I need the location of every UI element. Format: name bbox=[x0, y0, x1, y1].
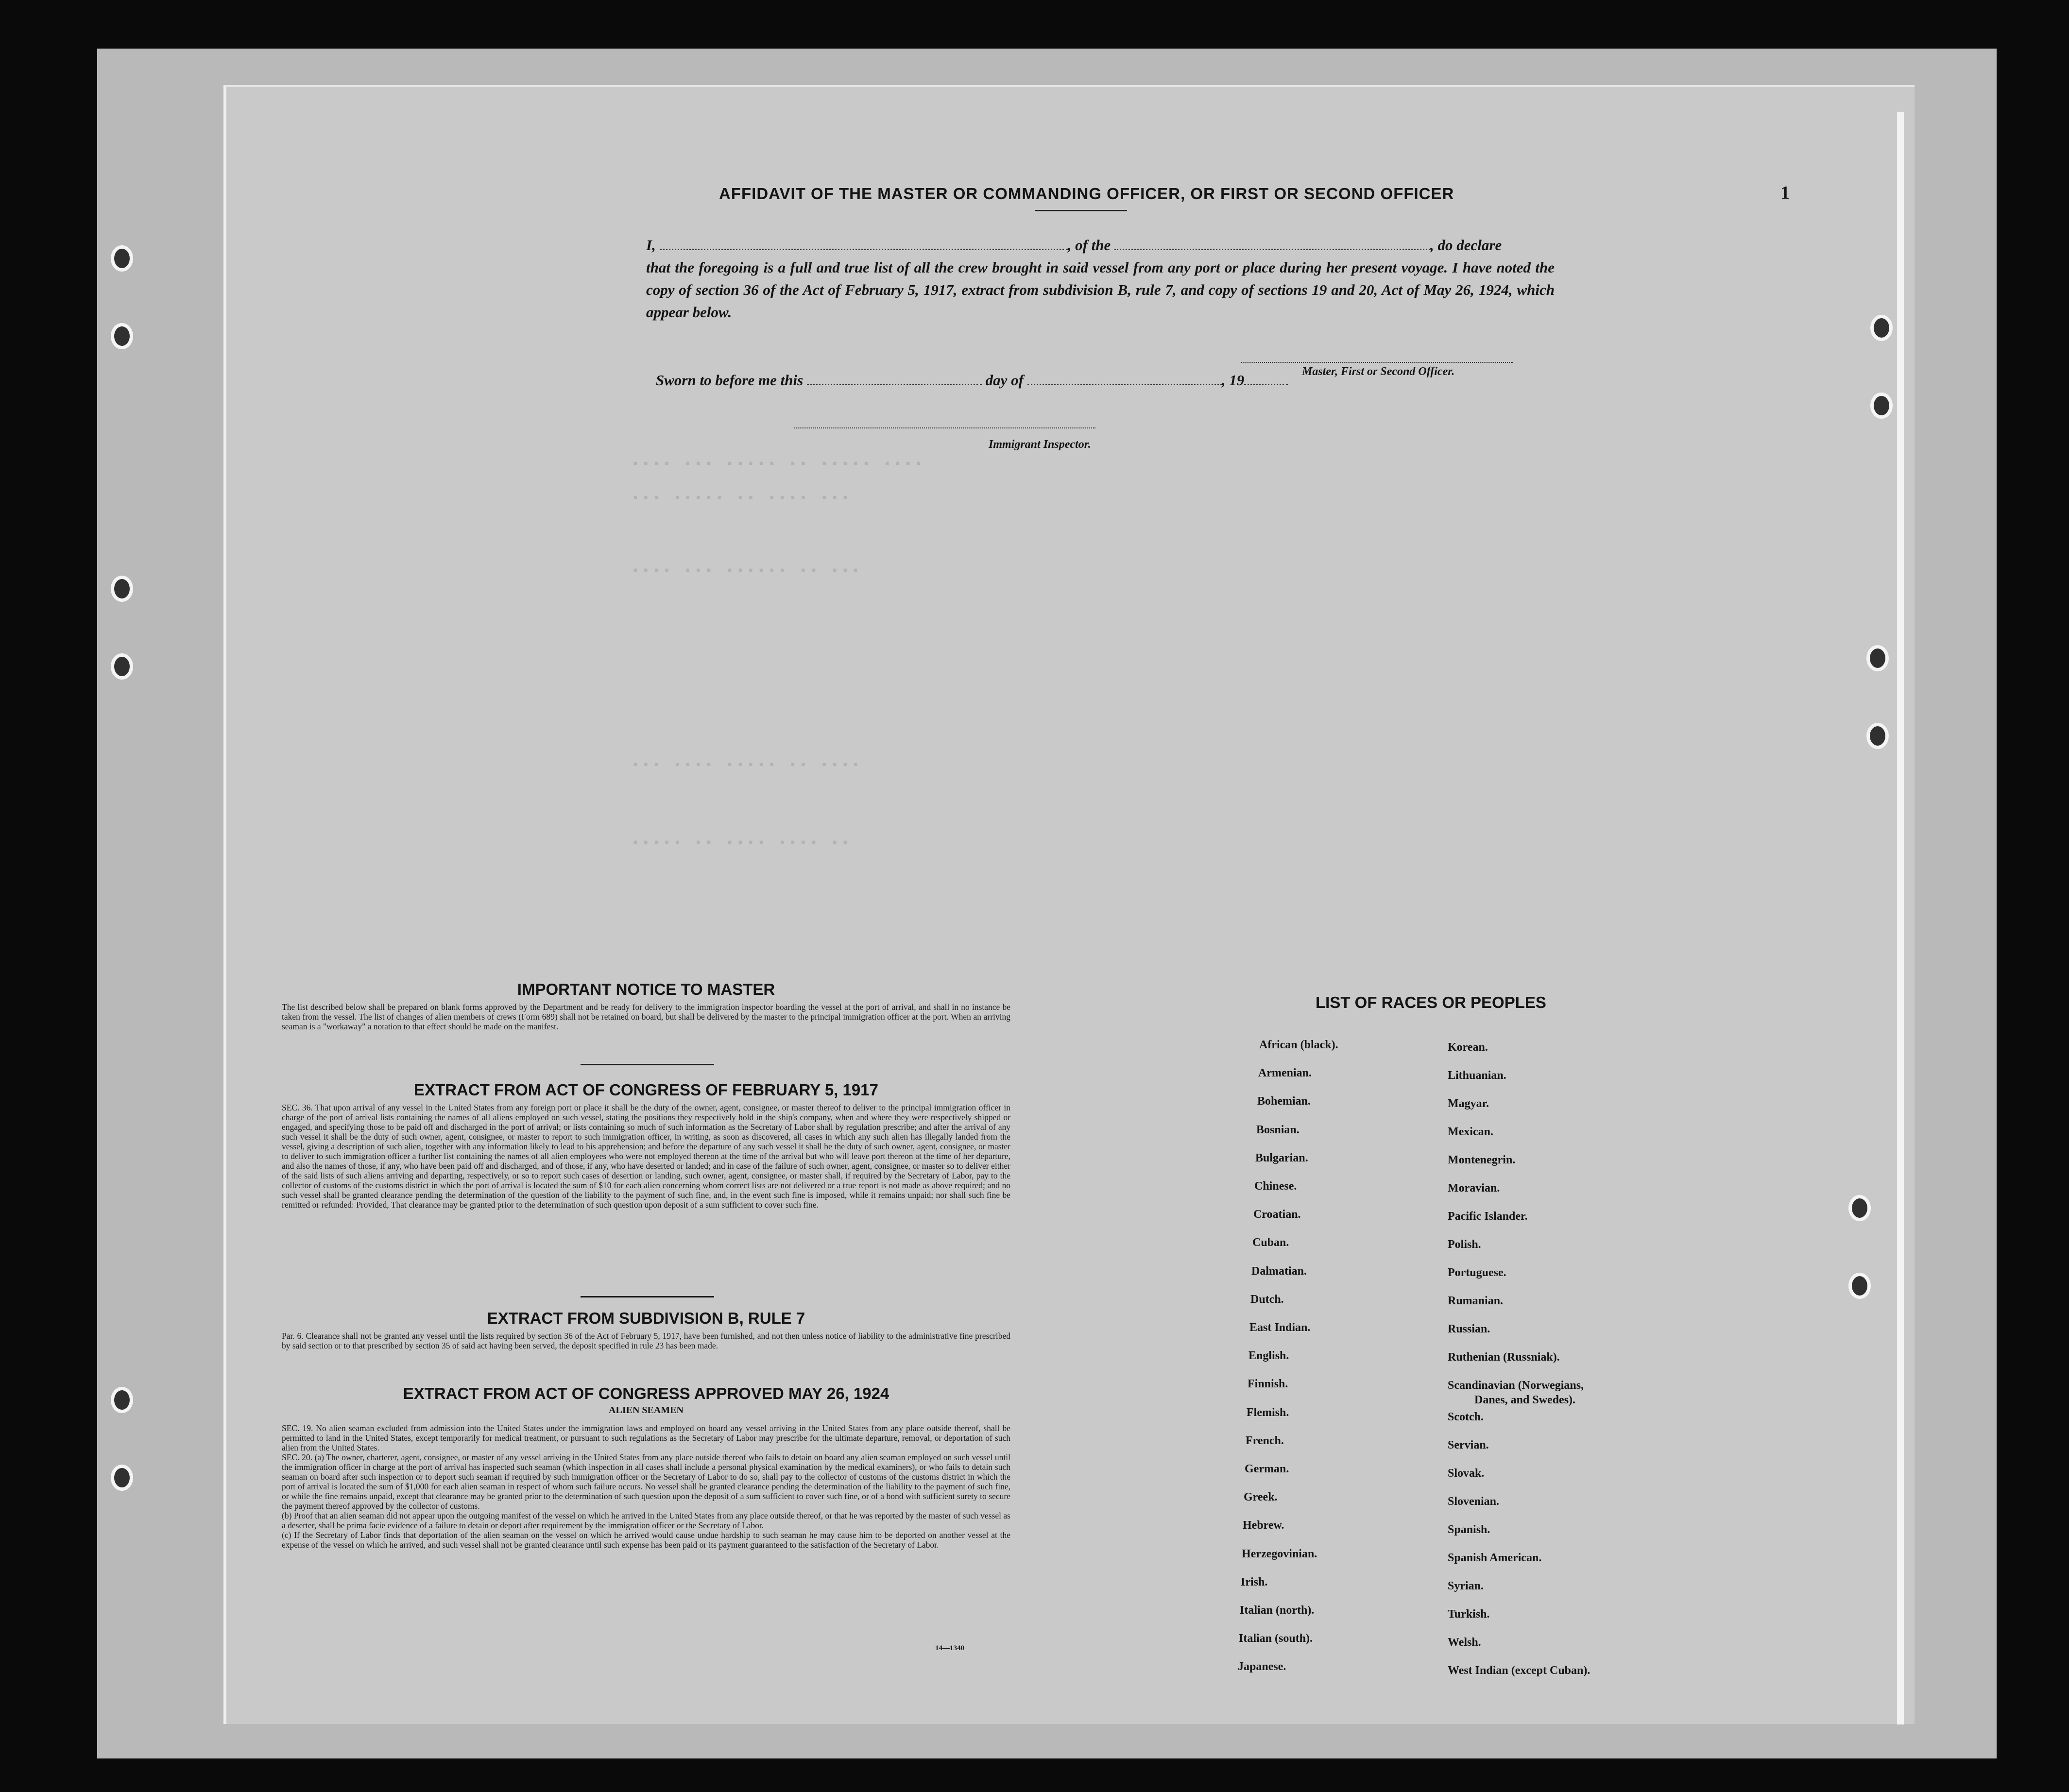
race-item: Flemish. bbox=[1247, 1406, 1289, 1419]
declaration-of-the: , of the bbox=[1067, 237, 1111, 254]
sworn-label: Sworn to before me this bbox=[656, 372, 804, 389]
race-item: Polish. bbox=[1448, 1238, 1481, 1251]
race-item: Slovenian. bbox=[1448, 1495, 1500, 1508]
binder-hole bbox=[111, 323, 133, 349]
name-blank[interactable] bbox=[660, 237, 1068, 250]
race-item: Servian. bbox=[1448, 1439, 1489, 1451]
title-divider bbox=[1035, 210, 1127, 211]
race-item: Bulgarian. bbox=[1255, 1151, 1308, 1164]
binder-hole bbox=[1866, 645, 1889, 671]
race-item: Danes, and Swedes). bbox=[1474, 1394, 1576, 1406]
race-item: Turkish. bbox=[1448, 1608, 1490, 1621]
inspector-signature-line[interactable] bbox=[794, 427, 1095, 428]
notice-text: The list described below shall be prepared on blank forms approved by the Department and be ready for delivery to the immigration inspector boarding the vessel at the port of arrival, and shall in no instance be taken from the vessel. The list of changes of alien members of crews (Form 689) shall not be retained on board, but shall be delivered by the master to the principal immigration officer at the port. When an arriving seaman is a "workaway" a notation to that effect should be made on the manifest. bbox=[282, 1002, 1010, 1031]
sworn-date-blank[interactable] bbox=[807, 372, 982, 385]
alien-seamen-subtitle: ALIEN SEAMEN bbox=[609, 1405, 684, 1416]
race-item: Cuban. bbox=[1252, 1236, 1289, 1249]
extract-1924-text bbox=[282, 1423, 1010, 1550]
race-item: Ruthenian (Russniak). bbox=[1448, 1351, 1560, 1364]
race-item: Italian (north). bbox=[1240, 1604, 1315, 1617]
race-item: Moravian. bbox=[1448, 1182, 1500, 1195]
race-item: Japanese. bbox=[1238, 1660, 1286, 1673]
binder-hole bbox=[111, 1465, 133, 1491]
binder-hole bbox=[1848, 1273, 1871, 1299]
race-item: Pacific Islander. bbox=[1448, 1210, 1528, 1223]
race-item: Syrian. bbox=[1448, 1580, 1484, 1592]
notice-title: IMPORTANT NOTICE TO MASTER bbox=[517, 980, 775, 998]
race-item: Russian. bbox=[1448, 1323, 1490, 1335]
race-item: Slovak. bbox=[1448, 1467, 1485, 1480]
binder-hole bbox=[1870, 315, 1893, 341]
race-item: Mexican. bbox=[1448, 1126, 1493, 1138]
year-blank[interactable] bbox=[1244, 372, 1288, 385]
inspector-caption: Immigrant Inspector. bbox=[989, 438, 1091, 451]
page-number: 1 bbox=[1780, 183, 1790, 203]
race-item: Irish. bbox=[1241, 1575, 1268, 1588]
affidavit-title: AFFIDAVIT OF THE MASTER OR COMMANDING OFFICER, OR FIRST OR SECOND OFFICER bbox=[719, 185, 1454, 203]
race-item: Dalmatian. bbox=[1251, 1264, 1307, 1278]
year-prefix: , 19 bbox=[1221, 372, 1245, 389]
binder-hole bbox=[1870, 393, 1893, 419]
race-item: Bohemian. bbox=[1257, 1095, 1311, 1108]
bleed-through: ▪▪▪▪▪ ▪▪ ▪▪▪▪ ▪▪▪▪ ▪▪ bbox=[632, 836, 852, 850]
binder-hole bbox=[1866, 723, 1889, 749]
race-item: East Indian. bbox=[1249, 1321, 1311, 1334]
section-20b: (b) Proof that an alien seaman did not appear upon the outgoing manifest of the vessel on which he arrived in the United States from any place outside thereof, or that he was reported by the master of such vessel as a deserter, shall be prima facie evidence of a failure to detain or deport after requirement by the immigration officer or the Secretary of Labor. bbox=[282, 1511, 1010, 1530]
section-20a: SEC. 20. (a) The owner, charterer, agent, consignee, or master of any vessel arriving in the United States from any place outside thereof who fails to detain on board any alien seaman employed on such vessel until the immigration officer in charge at the port of arrival has inspected such seaman (which inspection in all cases shall include a personal physical examination by the medical examiners), or who fails to detain such seaman on board after such inspection or to deport such seaman if required by such immigration officer or the Secretary of Labor to do so, shall pay to the collector of customs of the customs district in which the port of arrival is located the sum of $1,000 for each alien seaman in respect of whom such failure occurs. No vessel shall be granted clearance pending the determination of the liability to the payment of such fine, or while the fine remains unpaid, except that clearance may be granted prior to the determination of such question upon the deposit of a sum sufficient to cover such fine, or of a bond with sufficient surety to secure the payment thereof approved by the collector of customs. bbox=[282, 1452, 1010, 1511]
extract-1924-title: EXTRACT FROM ACT OF CONGRESS APPROVED MAY 26, 1924 bbox=[403, 1384, 889, 1402]
section-20c: (c) If the Secretary of Labor finds that deportation of the alien seaman on the vessel on which he arrived would cause undue hardship to such seaman he may cause him to be deported on another vessel at the expense of the vessel on which he arrived, and such vessel shall not be granted clearance until such expense has been paid or its payment guaranteed to the satisfaction of the Secretary of Labor. bbox=[282, 1530, 1010, 1550]
race-item: Bosnian. bbox=[1256, 1123, 1300, 1136]
race-item: Scandinavian (Norwegians, bbox=[1448, 1379, 1584, 1392]
extract-rule7-text: Par. 6. Clearance shall not be granted any vessel until the lists required by section 36 of the Act of February 5, 1917, have been furnished, and not then unless notice of liability to the administrative fine prescribed by said section or to that prescribed by section 35 of said act having been served, the deposit specified in rule 23 has been made. bbox=[282, 1331, 1010, 1350]
section-divider bbox=[581, 1296, 714, 1297]
master-signature-line[interactable] bbox=[1241, 362, 1513, 363]
master-caption: Master, First or Second Officer. bbox=[1302, 365, 1455, 378]
race-item: Herzegovinian. bbox=[1242, 1547, 1317, 1560]
race-item: Hebrew. bbox=[1243, 1519, 1284, 1532]
races-title: LIST OF RACES OR PEOPLES bbox=[1316, 993, 1546, 1011]
race-item: Lithuanian. bbox=[1448, 1069, 1506, 1082]
race-item: Montenegrin. bbox=[1448, 1154, 1516, 1166]
race-item: Chinese. bbox=[1254, 1180, 1297, 1193]
binder-hole bbox=[111, 1387, 133, 1413]
month-blank[interactable] bbox=[1027, 372, 1222, 385]
declaration-body: that the foregoing is a full and true list of all the crew brought in said vessel from any port or place during her present voyage. I have noted the copy of section 36 of the Act of February 5, 1917, extract from subdivision B, rule 7, and copy of sections 19 and 20, Act of May 26, 1924, which appear below. bbox=[646, 259, 1555, 321]
race-item: Welsh. bbox=[1448, 1636, 1481, 1649]
race-item: West Indian (except Cuban). bbox=[1448, 1664, 1590, 1677]
race-item: German. bbox=[1245, 1463, 1289, 1475]
declaration-line bbox=[646, 234, 1555, 256]
race-item: Korean. bbox=[1448, 1041, 1488, 1054]
race-item: Scotch. bbox=[1448, 1411, 1484, 1423]
race-item: Dutch. bbox=[1250, 1293, 1284, 1306]
binder-hole bbox=[1848, 1195, 1871, 1221]
section-19: SEC. 19. No alien seaman excluded from admission into the United States under the immigration laws and employed on board any vessel arriving in the United States from any place outside thereof, shall be permitted to land in the United States, except temporarily for medical treatment, or pursuant to such regulations as the Secretary of Labor may prescribe for the ultimate departure, removal, or deportation of such alien from the United States. bbox=[282, 1423, 1010, 1452]
binder-hole bbox=[111, 245, 133, 272]
affidavit-text bbox=[646, 234, 1555, 324]
race-item: Finnish. bbox=[1248, 1378, 1288, 1391]
bleed-through: ▪▪▪▪ ▪▪▪ ▪▪▪▪▪ ▪▪ ▪▪▪▪▪ ▪▪▪▪ bbox=[632, 457, 925, 471]
extract-1917-title: EXTRACT FROM ACT OF CONGRESS OF FEBRUARY 5, 1917 bbox=[414, 1081, 878, 1099]
race-item: Rumanian. bbox=[1448, 1295, 1504, 1307]
race-item: African (black). bbox=[1259, 1039, 1338, 1051]
sworn-line bbox=[656, 372, 1288, 389]
vessel-blank[interactable] bbox=[1114, 237, 1430, 250]
race-item: Armenian. bbox=[1258, 1067, 1312, 1080]
binder-hole bbox=[111, 653, 133, 680]
bleed-through: ▪▪▪ ▪▪▪▪ ▪▪▪▪▪ ▪▪ ▪▪▪▪ bbox=[632, 758, 863, 772]
race-item: Greek. bbox=[1244, 1491, 1278, 1504]
race-item: Spanish. bbox=[1448, 1523, 1490, 1536]
race-item: Croatian. bbox=[1253, 1208, 1301, 1221]
binder-hole bbox=[111, 576, 133, 602]
race-item: English. bbox=[1248, 1349, 1289, 1363]
extract-1917-text: SEC. 36. That upon arrival of any vessel in the United States from any foreign port or place it shall be the duty of the owner, agent, consignee, or master thereof to deliver to the principal immigration officer in charge of the port of arrival lists containing the names of all aliens employed on such vessel, stating the positions they respectively hold in the ship's company, when and where they were respectively shipped or engaged, and specifying those to be paid off and discharged in the port of arrival; or lists containing so much of such information as the Secretary of Labor shall by regulation prescribe; and after the arrival of any such vessel it shall be the duty of such owner, agent, consignee, or master to report to such immigration officer, in writing, as soon as discovered, all cases in which any such alien has illegally landed from the vessel, giving a description of such alien, together with any information likely to lead to his apprehension; and before the departure of any such vessel it shall be the duty of such owner, agent, consignee, or master to deliver to such immigration officer a further list containing the names of all alien employees who were not employed thereon at the time of the arrival but who will leave port thereon at the time of her departure, and also the names of those, if any, who have been paid off and discharged, and of those, if any, who have deserted or landed; and in case of the failure of such owner, agent, consignee, or master so to deliver either of the said lists of such aliens arriving and departing, respectively, or so to report such cases of desertion or landing, such owner, agent, consignee, or master shall, if required by the Secretary of Labor, pay to the collector of customs of the customs district in which the port of arrival is located the sum of $10 for each alien concerning whom correct lists are not delivered or a true report is not made as above required; and no such vessel shall be granted clearance pending the determination of the question of the liability to the payment of such fine, and, in the event such fine is imposed, while it remains unpaid; nor shall such fine be remitted or refunded: Provided, That clearance may be granted prior to the determination of such question upon deposit of a sum sufficient to cover such fine. bbox=[282, 1103, 1010, 1210]
race-item: French. bbox=[1246, 1434, 1284, 1447]
bleed-through: ▪▪▪▪ ▪▪▪ ▪▪▪▪▪▪ ▪▪ ▪▪▪ bbox=[632, 563, 863, 578]
race-item: Italian (south). bbox=[1239, 1632, 1313, 1645]
declaration-i: I, bbox=[646, 237, 656, 254]
form-number: 14—1340 bbox=[935, 1644, 964, 1652]
race-item: Spanish American. bbox=[1448, 1552, 1542, 1564]
extract-rule7-title: EXTRACT FROM SUBDIVISION B, RULE 7 bbox=[487, 1309, 805, 1327]
declaration-end: , do declare bbox=[1430, 237, 1502, 254]
page-edge bbox=[1897, 112, 1904, 1724]
bleed-through: ▪▪▪ ▪▪▪▪▪ ▪▪ ▪▪▪▪ ▪▪▪ bbox=[632, 491, 852, 505]
race-item: Portuguese. bbox=[1448, 1266, 1506, 1279]
day-of-label: day of bbox=[985, 372, 1024, 389]
race-item: Magyar. bbox=[1448, 1097, 1489, 1110]
section-divider bbox=[581, 1064, 714, 1065]
